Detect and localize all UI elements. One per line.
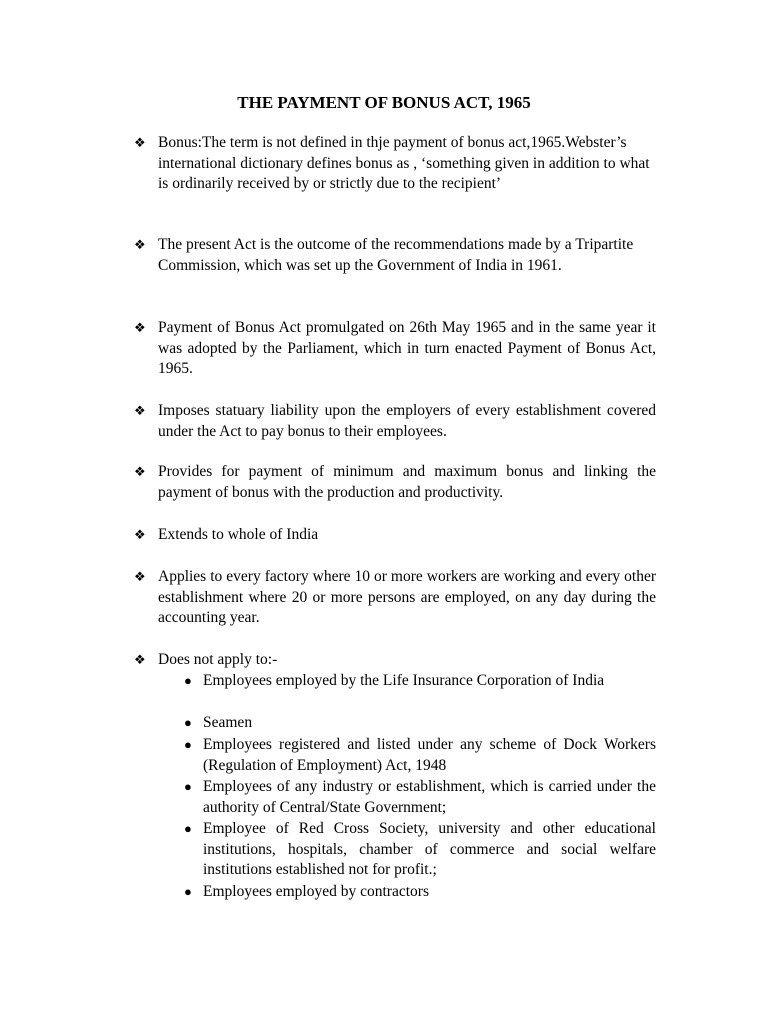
diamond-bullet-icon: ❖ — [134, 237, 146, 252]
sub-list-item-text: Employees registered and listed under any scheme of Dock Workers (Regulation of Employment) Act, 1948 — [203, 736, 656, 774]
diamond-bullet-icon: ❖ — [134, 527, 146, 542]
sub-list-item-contractors — [184, 882, 656, 903]
list-item-applicability — [134, 567, 656, 629]
page-title: THE PAYMENT OF BONUS ACT, 1965 — [237, 93, 531, 112]
sub-list-item-text: Employees of any industry or establishment, which is carried under the authority of Central/State Government; — [203, 778, 656, 816]
diamond-bullet-icon: ❖ — [134, 403, 146, 418]
diamond-bullet-icon: ❖ — [134, 320, 146, 335]
list-item-min-max-bonus — [134, 462, 656, 503]
diamond-bullet-icon: ❖ — [134, 652, 146, 667]
diamond-bullet-icon: ❖ — [134, 464, 146, 479]
list-item-text: Bonus:The term is not defined in thje payment of bonus act,1965.Webster’s international dictionary defines bonus as , ‘something given in addition to what is ordinarily received by or strictly due to the recipient’ — [158, 134, 650, 192]
sub-list-item-government — [184, 777, 656, 818]
diamond-bullet-icon: ❖ — [134, 135, 146, 150]
sub-list-item-red-cross — [184, 819, 656, 881]
round-bullet-icon: ● — [184, 821, 192, 836]
list-item-statutory-liability — [134, 401, 656, 442]
sub-list-item-text: Employees employed by the Life Insurance Corporation of India — [203, 672, 605, 689]
sub-list-item-lic — [184, 671, 656, 692]
sub-list-item-text: Seamen — [203, 714, 253, 731]
list-item-text: Payment of Bonus Act promulgated on 26th May 1965 and in the same year it was adopted by the Parliament, which in turn enacted Payment of Bonus Act, 1965. — [158, 319, 656, 377]
round-bullet-icon: ● — [184, 737, 192, 752]
list-item-text: The present Act is the outcome of the recommendations made by a Tripartite Commission, which was set up the Government of India in 1961. — [158, 236, 634, 274]
round-bullet-icon: ● — [184, 673, 192, 688]
sub-list-item-text: Employee of Red Cross Society, university and other educational institutions, hospitals, chamber of commerce and social welfare institutions established not for profit.; — [203, 820, 656, 878]
round-bullet-icon: ● — [184, 715, 192, 730]
round-bullet-icon: ● — [184, 884, 192, 899]
round-bullet-icon: ● — [184, 779, 192, 794]
list-item-text: Extends to whole of India — [158, 526, 319, 543]
list-item-promulgation — [134, 318, 656, 380]
list-item-text: Applies to every factory where 10 or more workers are working and every other establishment where 20 or more persons are employed, on any day during the accounting year. — [158, 568, 656, 626]
list-item-extent — [134, 525, 656, 546]
list-item-text: Provides for payment of minimum and maximum bonus and linking the payment of bonus with the production and productivity. — [158, 463, 656, 501]
list-item-text: Does not apply to:- — [158, 651, 278, 668]
sub-list-item-text: Employees employed by contractors — [203, 883, 429, 900]
list-item-text: Imposes statuary liability upon the employers of every establishment covered under the Act to pay bonus to their employees. — [158, 402, 656, 440]
diamond-bullet-icon: ❖ — [134, 569, 146, 584]
list-item-does-not-apply — [134, 650, 656, 671]
sub-list-item-dock-workers — [184, 735, 656, 776]
sub-list-item-seamen — [184, 713, 656, 734]
list-item-bonus-definition — [134, 133, 656, 195]
list-item-tripartite-commission — [134, 235, 656, 276]
